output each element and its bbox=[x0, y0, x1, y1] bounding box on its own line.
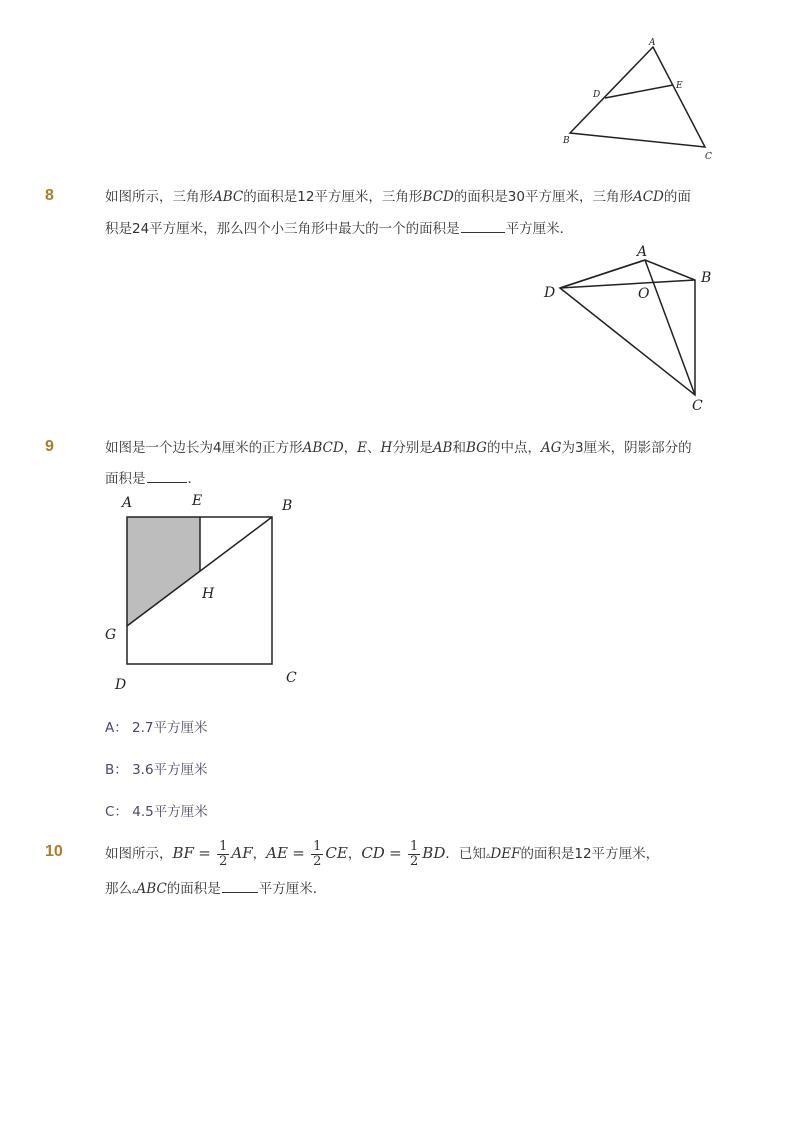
label-e: E bbox=[192, 493, 203, 509]
q8-text: 的面 bbox=[663, 189, 691, 205]
q9-text: 如图是一个边长为4厘米的正方形 bbox=[105, 440, 303, 456]
q9-ab: AB bbox=[432, 440, 453, 456]
q9-text: 分别是 bbox=[392, 440, 433, 456]
question-number-10: 10 bbox=[45, 843, 63, 860]
figure-square-abcd bbox=[100, 490, 310, 700]
math-ae: AE bbox=[266, 844, 288, 862]
math-equals: = bbox=[198, 844, 211, 862]
option-c[interactable] bbox=[105, 800, 208, 820]
label-a: A bbox=[637, 244, 648, 260]
q9-text: 和 bbox=[452, 440, 466, 456]
option-letter: B： bbox=[105, 762, 128, 778]
q9-bg: BG bbox=[465, 440, 487, 456]
triangle-symbol: ▵ bbox=[485, 851, 491, 861]
fraction-numerator: 1 bbox=[313, 838, 322, 854]
q9-text: 面积是 bbox=[105, 471, 146, 487]
q8-text: 如图所示，三角形 bbox=[105, 189, 213, 205]
label-c: C bbox=[286, 670, 297, 686]
math-af: AF bbox=[231, 844, 253, 862]
triangle-abc-outline bbox=[570, 47, 705, 147]
q10-text: 那么 bbox=[105, 881, 132, 897]
fraction-denominator: 2 bbox=[410, 853, 419, 869]
answer-blank[interactable] bbox=[147, 470, 187, 483]
triangle-symbol: ▵ bbox=[132, 886, 137, 896]
q8-text: 的面积是30平方厘米，三角形 bbox=[453, 189, 633, 205]
q10-text: 如图所示， bbox=[105, 846, 173, 862]
q10-text: ．已知 bbox=[445, 846, 486, 862]
q9-text: ． bbox=[187, 471, 201, 487]
math-cd: CD bbox=[361, 844, 385, 862]
q10-text: ， bbox=[252, 846, 267, 862]
answer-blank[interactable] bbox=[222, 880, 258, 893]
label-c: C bbox=[705, 152, 712, 162]
q10-text-line-2 bbox=[105, 879, 326, 901]
q9-text-line-2 bbox=[105, 469, 201, 489]
label-a: A bbox=[122, 495, 133, 511]
label-g: G bbox=[105, 627, 117, 643]
fraction-numerator: 1 bbox=[219, 838, 228, 854]
label-d: D bbox=[593, 90, 601, 100]
fraction-denominator: 2 bbox=[313, 853, 322, 869]
q8-text: 的面积是12平方厘米，三角形 bbox=[243, 189, 423, 205]
q9-text: 为3厘米，阴影部分的 bbox=[561, 440, 692, 456]
q8-text: 平方厘米． bbox=[505, 221, 574, 237]
q9-text-line-1 bbox=[105, 438, 692, 458]
q10-def: DEF bbox=[490, 846, 521, 862]
fraction-one-half bbox=[408, 840, 420, 869]
math-bd: BD bbox=[422, 844, 446, 862]
q8-text: 积是24平方厘米，那么四个小三角形中最大的一个的面积是 bbox=[105, 221, 460, 237]
q9-text: 、 bbox=[367, 440, 381, 456]
option-text: 2.7平方厘米 bbox=[132, 720, 208, 736]
label-o: O bbox=[638, 286, 650, 302]
q8-bcd: BCD bbox=[422, 189, 454, 205]
q10-text: 的面积是 bbox=[166, 881, 221, 897]
fraction-one-half bbox=[311, 840, 323, 869]
math-ce: CE bbox=[325, 844, 348, 862]
figure-quadrilateral-abcd bbox=[540, 240, 725, 420]
q8-acd: ACD bbox=[632, 189, 664, 205]
label-c: C bbox=[692, 398, 703, 414]
q8-text-line-1 bbox=[105, 187, 691, 207]
q10-text: ， bbox=[347, 846, 362, 862]
answer-blank[interactable] bbox=[461, 220, 505, 233]
question-number-8: 8 bbox=[45, 187, 54, 204]
q9-e: E bbox=[357, 440, 368, 456]
option-text: 4.5平方厘米 bbox=[132, 804, 208, 820]
label-h: H bbox=[202, 586, 215, 602]
q10-text-line-1 bbox=[105, 834, 659, 874]
q10-text: 的面积是12平方厘米， bbox=[520, 846, 660, 862]
shaded-region bbox=[127, 517, 200, 626]
math-bf: BF bbox=[172, 844, 194, 862]
quadrilateral-outline bbox=[560, 260, 695, 395]
fraction-one-half bbox=[217, 840, 229, 869]
label-b: B bbox=[701, 270, 712, 286]
math-equals: = bbox=[389, 844, 402, 862]
label-e: E bbox=[676, 81, 683, 91]
label-d: D bbox=[544, 285, 556, 301]
label-d: D bbox=[115, 677, 127, 693]
fraction-denominator: 2 bbox=[219, 853, 228, 869]
option-b[interactable] bbox=[105, 758, 208, 778]
math-equals: = bbox=[292, 844, 305, 862]
q10-text: 平方厘米． bbox=[258, 881, 327, 897]
q9-abcd: ABCD bbox=[302, 440, 344, 456]
option-a[interactable] bbox=[105, 716, 208, 736]
q8-text-line-2 bbox=[105, 219, 573, 239]
label-a: A bbox=[649, 38, 656, 48]
label-b: B bbox=[282, 498, 293, 514]
option-text: 3.6平方厘米 bbox=[132, 762, 208, 778]
q9-ag: AG bbox=[540, 440, 562, 456]
q9-text: ， bbox=[343, 440, 358, 456]
option-letter: C： bbox=[105, 804, 128, 820]
figure-triangle-ade bbox=[555, 35, 730, 165]
fraction-numerator: 1 bbox=[410, 838, 419, 854]
question-number-9: 9 bbox=[45, 438, 54, 455]
q9-h: H bbox=[380, 440, 393, 456]
option-letter: A： bbox=[105, 720, 128, 736]
q10-abc: ABC bbox=[136, 881, 167, 897]
q9-text: 的中点， bbox=[486, 440, 541, 456]
q8-abc: ABC bbox=[213, 189, 244, 205]
label-b: B bbox=[563, 136, 570, 146]
